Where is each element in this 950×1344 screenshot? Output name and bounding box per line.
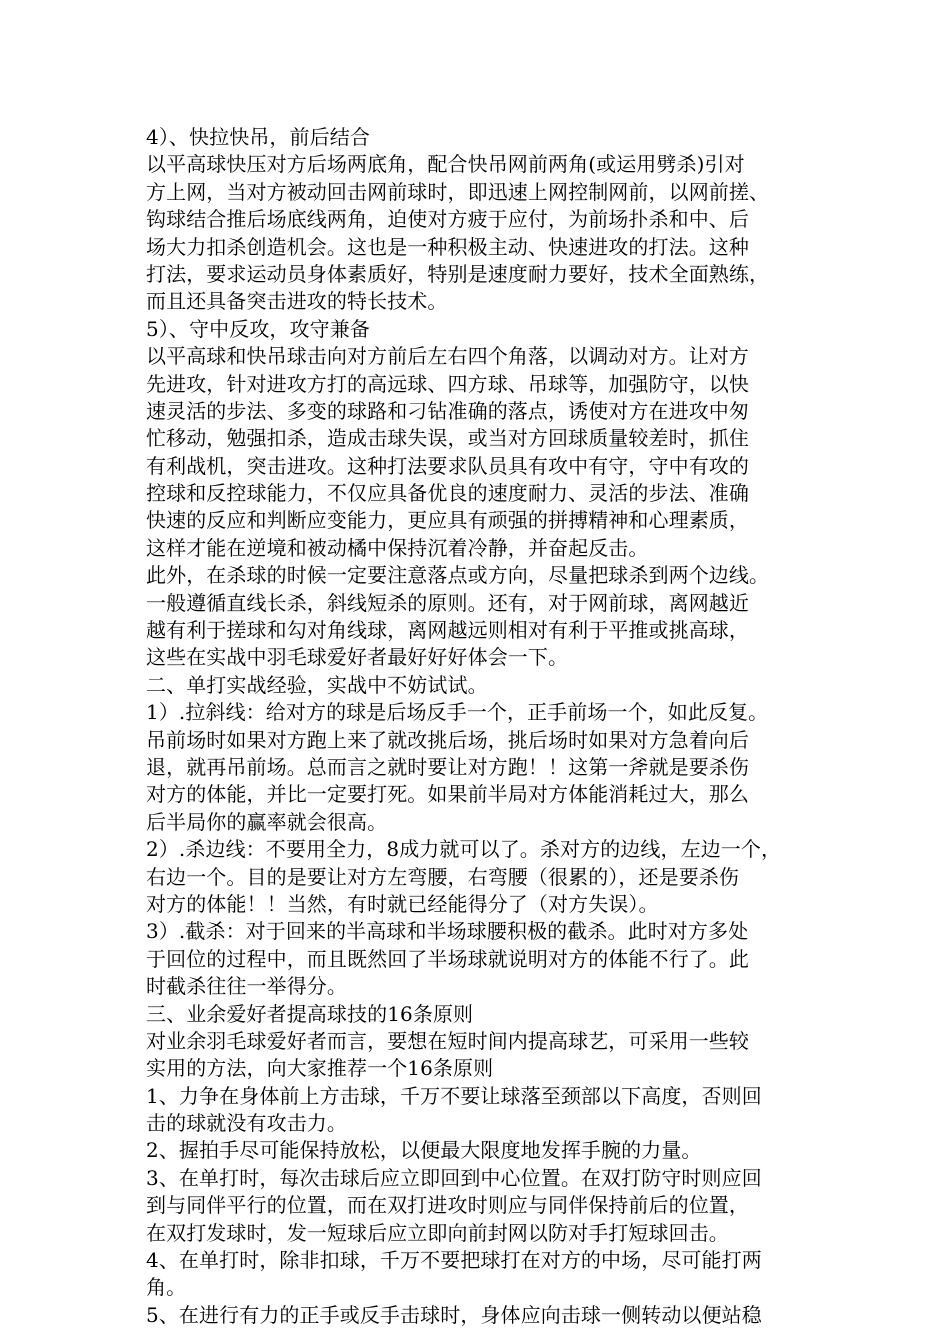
section-heading-5: 5）、守中反攻，攻守兼备 bbox=[146, 316, 370, 341]
text-line: 这样才能在逆境和被动橘中保持沉着冷静，并奋起反击。 bbox=[146, 535, 649, 560]
text-line: 5、在进行有力的正手或反手击球时，身体应向击球一侧转动以便站稳 bbox=[146, 1302, 762, 1327]
text-line: 击的球就没有攻击力。 bbox=[146, 1111, 347, 1136]
text-line: 后半局你的赢率就会很高。 bbox=[146, 809, 388, 834]
text-line: 在双打发球时，发一短球后应立即向前封网以防对手打短球回击。 bbox=[146, 1220, 729, 1245]
text-line: 退，就再吊前场。总而言之就时要让对方跑！！这第一斧就是要杀伤 bbox=[146, 754, 749, 779]
text-line: 1、力争在身体前上方击球，千万不要让球落至颈部以下高度，否则回 bbox=[146, 1083, 762, 1108]
text-line: 2、握拍手尽可能保持放松，以便最大限度地发挥手腕的力量。 bbox=[146, 1138, 702, 1163]
text-line: 快速的反应和判断应变能力，更应具有顽强的拼搏精神和心理素质， bbox=[146, 508, 749, 533]
section-heading-3: 三、业余爱好者提高球技的16条原则 bbox=[146, 1001, 474, 1026]
section-heading-2: 二、单打实战经验，实战中不妨试试。 bbox=[146, 672, 488, 697]
text-line: 右边一个。目的是要让对方左弯腰，右弯腰（很累的），还是要杀伤 bbox=[146, 864, 739, 889]
text-line: 到与同伴平行的位置，而在双打进攻时则应与同伴保持前后的位置， bbox=[146, 1193, 749, 1218]
text-line: 以平高球快压对方后场两底角，配合快吊网前两角(或运用劈杀)引对 bbox=[146, 152, 745, 177]
text-line: 2）.杀边线：不要用全力，8成力就可以了。杀对方的边线，左边一个， bbox=[146, 837, 782, 862]
text-line: 对业余羽毛球爱好者而言，要想在短时间内提高球艺，可采用一些较 bbox=[146, 1028, 749, 1053]
text-line: 于回位的过程中，而且既然回了半场球就说明对方的体能不行了。此 bbox=[146, 946, 749, 971]
text-line: 此外，在杀球的时候一定要注意落点或方向，尽量把球杀到两个边线。 bbox=[146, 563, 770, 588]
text-line: 速灵活的步法、多变的球路和刁钻准确的落点，诱使对方在进攻中匆 bbox=[146, 398, 749, 423]
text-line: 以平高球和快吊球击向对方前后左右四个角落，以调动对方。让对方 bbox=[146, 344, 749, 369]
text-line: 控球和反控球能力，不仅应具备优良的速度耐力、灵活的步法、准确 bbox=[146, 481, 749, 506]
text-line: 方上网，当对方被动回击网前球时，即迅速上网控制网前，以网前搓、 bbox=[146, 179, 770, 204]
text-line: 对方的体能！！当然，有时就已经能得分了（对方失误）。 bbox=[146, 891, 659, 916]
document-body bbox=[146, 124, 826, 1329]
text-line: 有利战机，突击进攻。这种打法要求队员具有攻中有守，守中有攻的 bbox=[146, 453, 749, 478]
text-line: 吊前场时如果对方跑上来了就改挑后场，挑后场时如果对方急着向后 bbox=[146, 727, 749, 752]
text-line: 3）.截杀：对于回来的半高球和半场球腰积极的截杀。此时对方多处 bbox=[146, 919, 749, 944]
text-line: 实用的方法，向大家推荐一个16条原则 bbox=[146, 1056, 494, 1081]
text-line: 钩球结合推后场底线两角，迫使对方疲于应付，为前场扑杀和中、后 bbox=[146, 207, 749, 232]
section-heading-4: 4）、快拉快吊，前后结合 bbox=[146, 125, 370, 149]
text-line: 场大力扣杀创造机会。这也是一种积极主动、快速进攻的打法。这种 bbox=[146, 234, 749, 259]
text-line: 这些在实战中羽毛球爱好者最好好好体会一下。 bbox=[146, 645, 569, 670]
text-line: 越有利于搓球和勾对角线球，离网越远则相对有利于平推或挑高球， bbox=[146, 618, 749, 643]
text-line: 角。 bbox=[146, 1275, 187, 1300]
text-line: 而且还具备突击进攻的特长技术。 bbox=[146, 289, 448, 314]
text-line: 一般遵循直线长杀，斜线短杀的原则。还有，对于网前球，离网越近 bbox=[146, 590, 749, 615]
text-line: 1）.拉斜线：给对方的球是后场反手一个，正手前场一个，如此反复。 bbox=[146, 700, 769, 725]
text-line: 时截杀往往一举得分。 bbox=[146, 974, 347, 999]
text-line: 3、在单打时，每次击球后应立即回到中心位置。在双打防守时则应回 bbox=[146, 1165, 762, 1190]
text-line: 先进攻，针对进攻方打的高远球、四方球、吊球等，加强防守，以快 bbox=[146, 371, 749, 396]
text-line: 忙移动，勉强扣杀，造成击球失误，或当对方回球质量较差时，抓住 bbox=[146, 426, 749, 451]
text-line: 打法，要求运动员身体素质好，特别是速度耐力要好，技术全面熟练， bbox=[146, 261, 770, 286]
text-line: 对方的体能，并比一定要打死。如果前半局对方体能消耗过大，那么 bbox=[146, 782, 749, 807]
text-line: 4、在单打时，除非扣球，千万不要把球打在对方的中场，尽可能打两 bbox=[146, 1248, 762, 1273]
